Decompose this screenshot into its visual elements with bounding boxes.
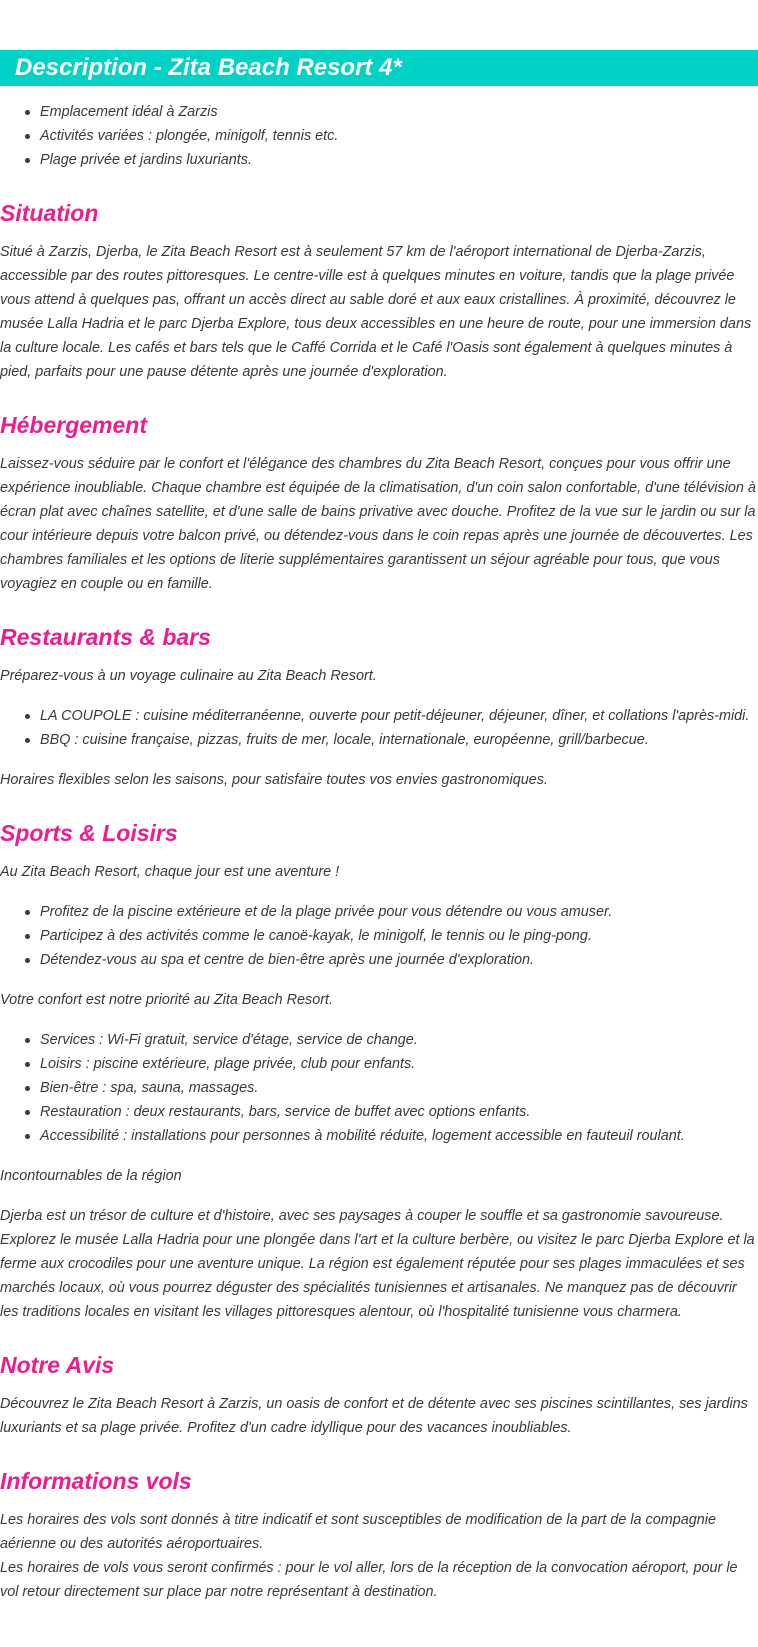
list-item: Profitez de la piscine extérieure et de la plage privée pour vous détendre ou vous amuser. bbox=[40, 900, 758, 924]
content bbox=[0, 100, 758, 1604]
avis-text: Découvrez le Zita Beach Resort à Zarzis, un oasis de confort et de détente avec ses piscines scintillantes, ses jardins luxuriants et sa plage privée. Profitez d'un cadre idyllique pour des vacances inoubliables. bbox=[0, 1396, 748, 1436]
list-item: BBQ : cuisine française, pizzas, fruits de mer, locale, internationale, européenne, grill/barbecue. bbox=[40, 728, 758, 752]
sports-intro: Au Zita Beach Resort, chaque jour est une aventure ! bbox=[0, 864, 340, 880]
restaurants-list bbox=[0, 704, 758, 752]
list-item: Accessibilité : installations pour personnes à mobilité réduite, logement accessible en fauteuil roulant. bbox=[40, 1124, 758, 1148]
list-item: Bien-être : spa, sauna, massages. bbox=[40, 1076, 758, 1100]
list-item: Plage privée et jardins luxuriants. bbox=[40, 148, 758, 172]
list-item: LA COUPOLE : cuisine méditerranéenne, ouverte pour petit-déjeuner, déjeuner, dîner, et collations l'après-midi. bbox=[40, 704, 758, 728]
list-item: Services : Wi-Fi gratuit, service d'étage, service de change. bbox=[40, 1028, 758, 1052]
section-heading-sports: Sports & Loisirs bbox=[0, 820, 178, 846]
region-label: Incontournables de la région bbox=[0, 1168, 182, 1184]
list-item: Loisirs : piscine extérieure, plage privée, club pour enfants. bbox=[40, 1052, 758, 1076]
page-title: Description - Zita Beach Resort 4* bbox=[15, 54, 402, 81]
section-heading-hebergement: Hébergement bbox=[0, 412, 147, 438]
sports-list bbox=[0, 900, 758, 972]
section-heading-restaurants: Restaurants & bars bbox=[0, 624, 211, 650]
highlights-list bbox=[0, 100, 758, 172]
vols-text-1: Les horaires des vols sont donnés à titre indicatif et sont susceptibles de modification de la part de la compagnie aérienne ou des autorités aéroportuaires. bbox=[0, 1512, 716, 1552]
region-text: Djerba est un trésor de culture et d'histoire, avec ses paysages à couper le souffle et sa gastronomie savoureuse. Explorez le musée Lalla Hadria pour une plongée dans l'art et la culture berbère, ou visitez le parc Djerba Explore et la ferme aux crocodiles pour une aventure unique. La région est également réputée pour ses plages immaculées et ses marchés locaux, où vous pourrez déguster des spécialités tunisiennes et artisanales. Ne manquez pas de découvrir les traditions locales en visitant les villages pittoresques alentour, où l'hospitalité tunisienne vous charmera. bbox=[0, 1208, 755, 1320]
description-banner bbox=[0, 50, 758, 86]
list-item: Participez à des activités comme le canoë-kayak, le minigolf, le tennis ou le ping-pong. bbox=[40, 924, 758, 948]
situation-text: Situé à Zarzis, Djerba, le Zita Beach Resort est à seulement 57 km de l'aéroport international de Djerba-Zarzis, accessible par des routes pittoresques. Le centre-ville est à quelques minutes en voiture, tandis que la plage privée vous attend à quelques pas, offrant un accès direct au sable doré et aux eaux cristallines. À proximité, découvrez le musée Lalla Hadria et le parc Djerba Explore, tous deux accessibles en une heure de route, pour une immersion dans la culture locale. Les cafés et bars tels que le Caffé Corrida et le Café l'Oasis sont également à quelques minutes à pied, parfaits pour une pause détente après une journée d'exploration. bbox=[0, 244, 752, 380]
section-heading-vols: Informations vols bbox=[0, 1468, 192, 1494]
list-item: Activités variées : plongée, minigolf, tennis etc. bbox=[40, 124, 758, 148]
confort-text: Votre confort est notre priorité au Zita Beach Resort. bbox=[0, 992, 334, 1008]
list-item: Restauration : deux restaurants, bars, service de buffet avec options enfants. bbox=[40, 1100, 758, 1124]
restaurants-intro: Préparez-vous à un voyage culinaire au Zita Beach Resort. bbox=[0, 668, 377, 684]
vols-text-2: Les horaires de vols vous seront confirmés : pour le vol aller, lors de la réception de la convocation aéroport, pour le vol retour directement sur place par notre représentant à destination. bbox=[0, 1560, 738, 1600]
restaurants-outro: Horaires flexibles selon les saisons, pour satisfaire toutes vos envies gastronomiques. bbox=[0, 772, 548, 788]
section-heading-situation: Situation bbox=[0, 200, 99, 226]
list-item: Emplacement idéal à Zarzis bbox=[40, 100, 758, 124]
list-item: Détendez-vous au spa et centre de bien-être après une journée d'exploration. bbox=[40, 948, 758, 972]
section-heading-avis: Notre Avis bbox=[0, 1352, 115, 1378]
hebergement-text: Laissez-vous séduire par le confort et l'élégance des chambres du Zita Beach Resort, conçues pour vous offrir une expérience inoubliable. Chaque chambre est équipée de la climatisation, d'un coin salon confortable, d'une télévision à écran plat avec chaînes satellite, et d'une salle de bains privative avec douche. Profitez de la vue sur le jardin ou sur la cour intérieure depuis votre balcon privé, ou détendez-vous dans le coin repas après une journée de découvertes. Les chambres familiales et les options de literie supplémentaires garantissent un séjour agréable pour tous, que vous voyagiez en couple ou en famille. bbox=[0, 456, 756, 592]
services-list bbox=[0, 1028, 758, 1148]
